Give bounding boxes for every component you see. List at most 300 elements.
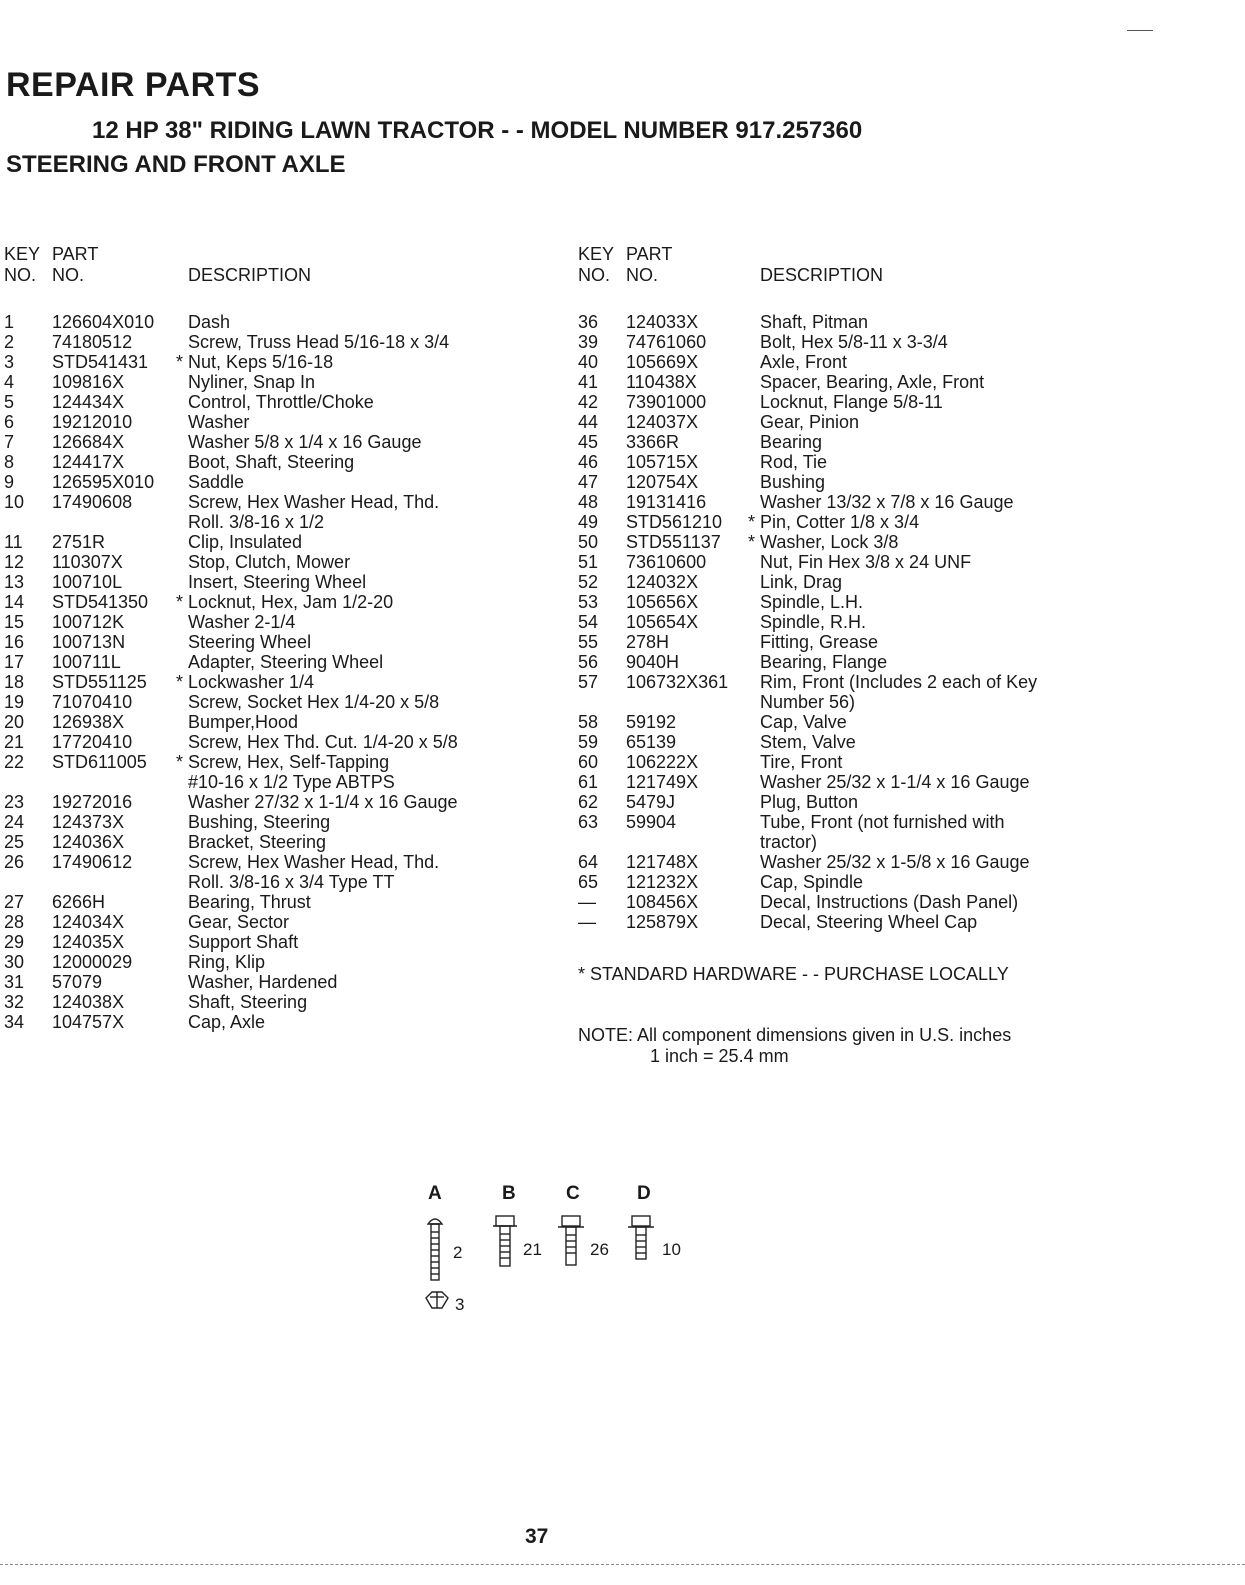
parts-row — [578, 592, 1098, 612]
part-description: Fitting, Grease — [760, 632, 879, 652]
key-number: 61 — [578, 772, 599, 792]
header-description: DESCRIPTION — [760, 265, 884, 285]
part-number: 124434X — [52, 392, 125, 412]
part-number: 120754X — [626, 472, 699, 492]
parts-row — [578, 512, 1098, 532]
part-description: Nyliner, Snap In — [188, 372, 316, 392]
part-description: Locknut, Hex, Jam 1/2-20 — [188, 592, 394, 612]
part-description: Rod, Tie — [760, 452, 828, 472]
parts-row — [4, 492, 544, 512]
part-description-cell — [748, 532, 1098, 552]
key-number — [578, 692, 626, 712]
section-title: STEERING AND FRONT AXLE — [6, 151, 346, 178]
standard-hardware-marker: * — [748, 532, 756, 552]
parts-row — [4, 952, 544, 972]
part-number: 100712K — [52, 612, 125, 632]
part-description: Number 56) — [760, 692, 856, 712]
parts-row — [4, 612, 544, 632]
part-description: Plug, Button — [760, 792, 859, 812]
part-number: STD551125 — [52, 672, 147, 692]
part-description-cell — [188, 792, 544, 812]
part-description-cell — [760, 432, 1098, 452]
parts-row — [4, 452, 544, 472]
part-number: 100710L — [52, 572, 123, 592]
parts-row — [578, 452, 1098, 472]
part-description-cell — [188, 832, 544, 852]
parts-row — [4, 512, 544, 532]
part-description: Rim, Front (Includes 2 each of Key — [760, 672, 1038, 692]
part-description-cell — [760, 412, 1098, 432]
parts-row — [4, 352, 544, 372]
part-description-cell — [760, 832, 1098, 852]
part-description: Washer 27/32 x 1-1/4 x 16 Gauge — [188, 792, 458, 812]
part-description: Washer 25/32 x 1-5/8 x 16 Gauge — [760, 852, 1030, 872]
parts-row — [4, 372, 544, 392]
key-number: 2 — [4, 332, 15, 352]
key-number: 24 — [4, 812, 25, 832]
part-description-cell — [188, 732, 544, 752]
part-description-cell — [760, 372, 1098, 392]
part-description: Link, Drag — [760, 572, 843, 592]
part-number: 110307X — [52, 552, 123, 572]
part-description: Washer 25/32 x 1-1/4 x 16 Gauge — [760, 772, 1030, 792]
part-number: 19272016 — [52, 792, 133, 812]
part-description: Spindle, R.H. — [760, 612, 867, 632]
part-number: 12000029 — [52, 952, 133, 972]
key-number: 31 — [4, 972, 25, 992]
key-number: 54 — [578, 612, 599, 632]
part-description: Clip, Insulated — [188, 532, 303, 552]
part-description: Cap, Valve — [760, 712, 847, 732]
key-number: 1 — [4, 312, 15, 332]
key-number: 13 — [4, 572, 25, 592]
standard-hardware-marker: * — [176, 592, 184, 612]
part-description: Tire, Front — [760, 752, 843, 772]
parts-row — [4, 712, 544, 732]
part-number: 109816X — [52, 372, 125, 392]
parts-row — [4, 432, 544, 452]
part-description-cell — [760, 592, 1098, 612]
part-number: 124035X — [52, 932, 125, 952]
part-description: Pin, Cotter 1/8 x 3/4 — [760, 512, 920, 532]
key-number: 40 — [578, 352, 599, 372]
parts-row — [578, 332, 1098, 352]
part-description-cell — [760, 732, 1098, 752]
parts-row — [4, 312, 544, 332]
part-number: 121232X — [626, 872, 699, 892]
keps-nut-icon — [426, 1292, 448, 1308]
parts-row — [578, 532, 1098, 552]
part-description-cell — [188, 552, 544, 572]
hardware-label-d: D — [637, 1183, 651, 1204]
part-description-cell — [760, 792, 1098, 812]
page-number: 37 — [525, 1525, 549, 1548]
part-description: Decal, Steering Wheel Cap — [760, 912, 978, 932]
parts-row — [4, 732, 544, 752]
part-description-cell — [176, 352, 544, 372]
part-number: 106732X361 — [626, 672, 729, 692]
part-description: Bumper,Hood — [188, 712, 299, 732]
parts-row — [578, 552, 1098, 572]
key-number: 49 — [578, 512, 599, 532]
part-description-cell — [176, 752, 544, 772]
parts-row — [578, 632, 1098, 652]
part-description: Screw, Hex Thd. Cut. 1/4-20 x 5/8 — [188, 732, 458, 752]
part-description-cell — [188, 332, 544, 352]
key-number — [4, 512, 52, 532]
key-number: 30 — [4, 952, 25, 972]
parts-row — [578, 812, 1098, 832]
key-number: — — [578, 912, 596, 932]
part-description: Dash — [188, 312, 231, 332]
header-description: DESCRIPTION — [188, 265, 312, 285]
part-description: Roll. 3/8-16 x 3/4 Type TT — [188, 872, 395, 892]
key-number: 25 — [4, 832, 25, 852]
key-number: 44 — [578, 412, 599, 432]
key-number: 42 — [578, 392, 599, 412]
part-number: STD541431 — [52, 352, 149, 372]
part-description: Washer 13/32 x 7/8 x 16 Gauge — [760, 492, 1014, 512]
key-number: 63 — [578, 812, 599, 832]
key-number: 46 — [578, 452, 599, 472]
hardware-key-2: 2 — [453, 1243, 463, 1262]
parts-row — [578, 612, 1098, 632]
key-number: 41 — [578, 372, 599, 392]
part-description: Gear, Sector — [188, 912, 290, 932]
truss-head-screw-icon — [428, 1219, 442, 1280]
part-description-cell — [760, 892, 1098, 912]
part-description: Washer 5/8 x 1/4 x 16 Gauge — [188, 432, 422, 452]
part-number: 5479J — [626, 792, 676, 812]
hardware-key-21: 21 — [523, 1240, 542, 1259]
key-number: 4 — [4, 372, 15, 392]
part-description-cell — [760, 752, 1098, 772]
part-number — [52, 872, 188, 892]
parts-row — [578, 832, 1098, 852]
parts-row — [578, 352, 1098, 372]
part-description-cell — [748, 512, 1098, 532]
part-description: Bushing, Steering — [188, 812, 331, 832]
part-description: Stop, Clutch, Mower — [188, 552, 351, 572]
key-number: 11 — [4, 532, 23, 552]
part-number: 59192 — [626, 712, 677, 732]
part-description-cell — [760, 472, 1098, 492]
part-description: Adapter, Steering Wheel — [188, 652, 384, 672]
key-number: 32 — [4, 992, 25, 1012]
part-description-cell — [760, 552, 1098, 572]
part-number: 74761060 — [626, 332, 707, 352]
parts-row — [4, 812, 544, 832]
part-description-cell — [760, 912, 1098, 932]
part-number: 124036X — [52, 832, 125, 852]
part-number: STD611005 — [52, 752, 147, 772]
key-number: 56 — [578, 652, 599, 672]
parts-row — [578, 712, 1098, 732]
key-number — [578, 832, 626, 852]
header-bottom — [4, 264, 544, 286]
key-number: 22 — [4, 752, 25, 772]
parts-row — [4, 632, 544, 652]
parts-row — [4, 532, 544, 552]
part-number: STD541350 — [52, 592, 149, 612]
parts-row — [578, 672, 1098, 692]
part-number: 124038X — [52, 992, 125, 1012]
part-number: 106222X — [626, 752, 699, 772]
part-number: 121748X — [626, 852, 699, 872]
part-number: 124417X — [52, 452, 125, 472]
part-description-cell — [188, 572, 544, 592]
key-number: 27 — [4, 892, 25, 912]
part-description: Saddle — [188, 472, 245, 492]
part-number: 65139 — [626, 732, 677, 752]
part-description-cell — [760, 812, 1098, 832]
key-number: 36 — [578, 312, 599, 332]
part-number — [626, 692, 760, 712]
parts-row — [4, 392, 544, 412]
part-number: 17720410 — [52, 732, 133, 752]
parts-row — [4, 752, 544, 772]
standard-hardware-marker: * — [176, 752, 184, 772]
header-bottom — [578, 264, 1098, 286]
part-description: Steering Wheel — [188, 632, 312, 652]
part-description-cell — [188, 512, 544, 532]
key-number: 50 — [578, 532, 599, 552]
part-description: Shaft, Steering — [188, 992, 308, 1012]
part-description-cell — [188, 632, 544, 652]
conversion-note: 1 inch = 25.4 mm — [650, 1046, 789, 1066]
part-description-cell — [176, 592, 544, 612]
key-number: 45 — [578, 432, 599, 452]
parts-row — [4, 572, 544, 592]
parts-row — [578, 572, 1098, 592]
part-description-cell — [188, 932, 544, 952]
part-number: 126604X010 — [52, 312, 155, 332]
part-description: Support Shaft — [188, 932, 299, 952]
part-description: Stem, Valve — [760, 732, 856, 752]
part-description-cell — [176, 672, 544, 692]
key-number: 12 — [4, 552, 25, 572]
part-description: Lockwasher 1/4 — [188, 672, 315, 692]
header-key: KEY — [578, 244, 615, 264]
part-description-cell — [188, 852, 544, 872]
part-number: 110438X — [626, 372, 697, 392]
part-description-cell — [188, 872, 544, 892]
part-description-cell — [760, 872, 1098, 892]
part-description: Decal, Instructions (Dash Panel) — [760, 892, 1019, 912]
part-description-cell — [760, 632, 1098, 652]
key-number: 60 — [578, 752, 599, 772]
header-part: PART — [52, 244, 99, 264]
part-description-cell — [760, 612, 1098, 632]
bottom-divider — [0, 1564, 1245, 1565]
parts-row — [578, 392, 1098, 412]
hardware-key-26: 26 — [590, 1240, 609, 1259]
parts-row — [4, 592, 544, 612]
hex-washer-screw-icon-d — [628, 1216, 654, 1259]
part-description: Shaft, Pitman — [760, 312, 869, 332]
parts-row — [578, 432, 1098, 452]
part-description: Tube, Front (not furnished with — [760, 812, 1005, 832]
part-description: Bolt, Hex 5/8-11 x 3-3/4 — [760, 332, 948, 352]
part-description-cell — [760, 312, 1098, 332]
corner-mark — [1127, 30, 1153, 31]
key-number: 10 — [4, 492, 25, 512]
part-description: Bracket, Steering — [188, 832, 327, 852]
key-number: 34 — [4, 1012, 25, 1032]
part-description: Bearing — [760, 432, 823, 452]
part-number: 104757X — [52, 1012, 125, 1032]
part-description-cell — [188, 772, 544, 792]
part-description-cell — [760, 652, 1098, 672]
parts-list-right — [578, 244, 1098, 932]
part-description: Axle, Front — [760, 352, 848, 372]
parts-row — [578, 912, 1098, 932]
part-description: Washer — [188, 412, 250, 432]
header-part-no: NO. — [626, 265, 659, 285]
part-number: 121749X — [626, 772, 699, 792]
part-description: Bushing — [760, 472, 826, 492]
part-number: 74180512 — [52, 332, 133, 352]
parts-row — [4, 552, 544, 572]
part-number: 108456X — [626, 892, 699, 912]
parts-row — [4, 892, 544, 912]
key-number: 65 — [578, 872, 599, 892]
part-number — [626, 832, 760, 852]
header-part-no: NO. — [52, 265, 85, 285]
part-number — [52, 512, 188, 532]
parts-row — [578, 312, 1098, 332]
part-number: 105669X — [626, 352, 699, 372]
part-number: 59904 — [626, 812, 677, 832]
hardware-key-10: 10 — [662, 1240, 681, 1259]
hardware-drawings — [420, 1210, 720, 1330]
hex-washer-screw-icon-c — [558, 1216, 584, 1265]
key-number: 15 — [4, 612, 25, 632]
dimensions-note: NOTE: All component dimensions given in U.S. inches — [578, 1025, 1012, 1045]
part-description-cell — [188, 532, 544, 552]
part-description: Control, Throttle/Choke — [188, 392, 374, 412]
part-description: Locknut, Flange 5/8-11 — [760, 392, 943, 412]
part-description: Screw, Hex Washer Head, Thd. — [188, 492, 440, 512]
standard-hardware-note: * STANDARD HARDWARE - - PURCHASE LOCALLY — [578, 964, 1009, 984]
part-description: Screw, Hex Washer Head, Thd. — [188, 852, 440, 872]
parts-row — [578, 692, 1098, 712]
parts-row — [4, 1012, 544, 1032]
header-top — [578, 244, 1098, 264]
part-description-cell — [188, 392, 544, 412]
part-description: Washer 2-1/4 — [188, 612, 296, 632]
parts-row — [4, 912, 544, 932]
key-number: 57 — [578, 672, 599, 692]
key-number: 19 — [4, 692, 25, 712]
key-number: 8 — [4, 452, 15, 472]
parts-row — [578, 472, 1098, 492]
part-number: 100713N — [52, 632, 126, 652]
part-description-cell — [760, 692, 1098, 712]
part-description-cell — [188, 1012, 544, 1032]
parts-row — [578, 792, 1098, 812]
hardware-key-3: 3 — [455, 1295, 465, 1314]
parts-row — [4, 992, 544, 1012]
part-number: 105656X — [626, 592, 699, 612]
part-number: 126595X010 — [52, 472, 155, 492]
part-description: Washer, Hardened — [188, 972, 338, 992]
parts-row — [578, 732, 1098, 752]
part-number: 19212010 — [52, 412, 133, 432]
page-title: REPAIR PARTS — [6, 66, 261, 104]
part-description-cell — [188, 452, 544, 472]
part-number: 73610600 — [626, 552, 707, 572]
key-number: 6 — [4, 412, 15, 432]
header-key-no: NO. — [4, 265, 37, 285]
key-number: 51 — [578, 552, 599, 572]
part-number: 124373X — [52, 812, 125, 832]
parts-row — [578, 852, 1098, 872]
part-description: Screw, Truss Head 5/16-18 x 3/4 — [188, 332, 450, 352]
part-description-cell — [188, 472, 544, 492]
parts-row — [4, 672, 544, 692]
part-description: Ring, Klip — [188, 952, 266, 972]
parts-row — [578, 372, 1098, 392]
part-number: 2751R — [52, 532, 106, 552]
part-description-cell — [760, 392, 1098, 412]
key-number: 29 — [4, 932, 25, 952]
part-description-cell — [188, 712, 544, 732]
hardware-label-a: A — [428, 1183, 442, 1204]
part-description: Bearing, Thrust — [188, 892, 311, 912]
part-number: 6266H — [52, 892, 106, 912]
part-description-cell — [760, 572, 1098, 592]
part-description: Nut, Keps 5/16-18 — [188, 352, 334, 372]
parts-row — [4, 872, 544, 892]
key-number — [4, 772, 52, 792]
hardware-label-b: B — [502, 1183, 516, 1204]
part-description-cell — [188, 812, 544, 832]
part-number: 100711L — [52, 652, 121, 672]
key-number: 20 — [4, 712, 25, 732]
key-number: — — [578, 892, 596, 912]
part-number: 125879X — [626, 912, 699, 932]
part-number: 278H — [626, 632, 670, 652]
part-number: 9040H — [626, 652, 680, 672]
key-number: 26 — [4, 852, 25, 872]
part-description: Gear, Pinion — [760, 412, 860, 432]
part-number: 124037X — [626, 412, 699, 432]
parts-row — [578, 652, 1098, 672]
standard-hardware-marker: * — [748, 512, 756, 532]
part-description: Insert, Steering Wheel — [188, 572, 367, 592]
parts-row — [4, 792, 544, 812]
part-description-cell — [188, 652, 544, 672]
part-description-cell — [188, 492, 544, 512]
parts-row — [578, 772, 1098, 792]
key-number: 53 — [578, 592, 599, 612]
parts-row — [4, 852, 544, 872]
key-number: 17 — [4, 652, 25, 672]
parts-row — [578, 892, 1098, 912]
part-number: 124034X — [52, 912, 125, 932]
hex-screw-icon-b — [493, 1216, 517, 1266]
parts-row — [578, 872, 1098, 892]
key-number: 28 — [4, 912, 25, 932]
parts-row — [4, 972, 544, 992]
hardware-label-c: C — [566, 1183, 580, 1204]
key-number: 5 — [4, 392, 15, 412]
part-description-cell — [188, 612, 544, 632]
part-description: Screw, Socket Hex 1/4-20 x 5/8 — [188, 692, 440, 712]
part-description: Roll. 3/8-16 x 1/2 — [188, 512, 325, 532]
parts-row — [4, 472, 544, 492]
